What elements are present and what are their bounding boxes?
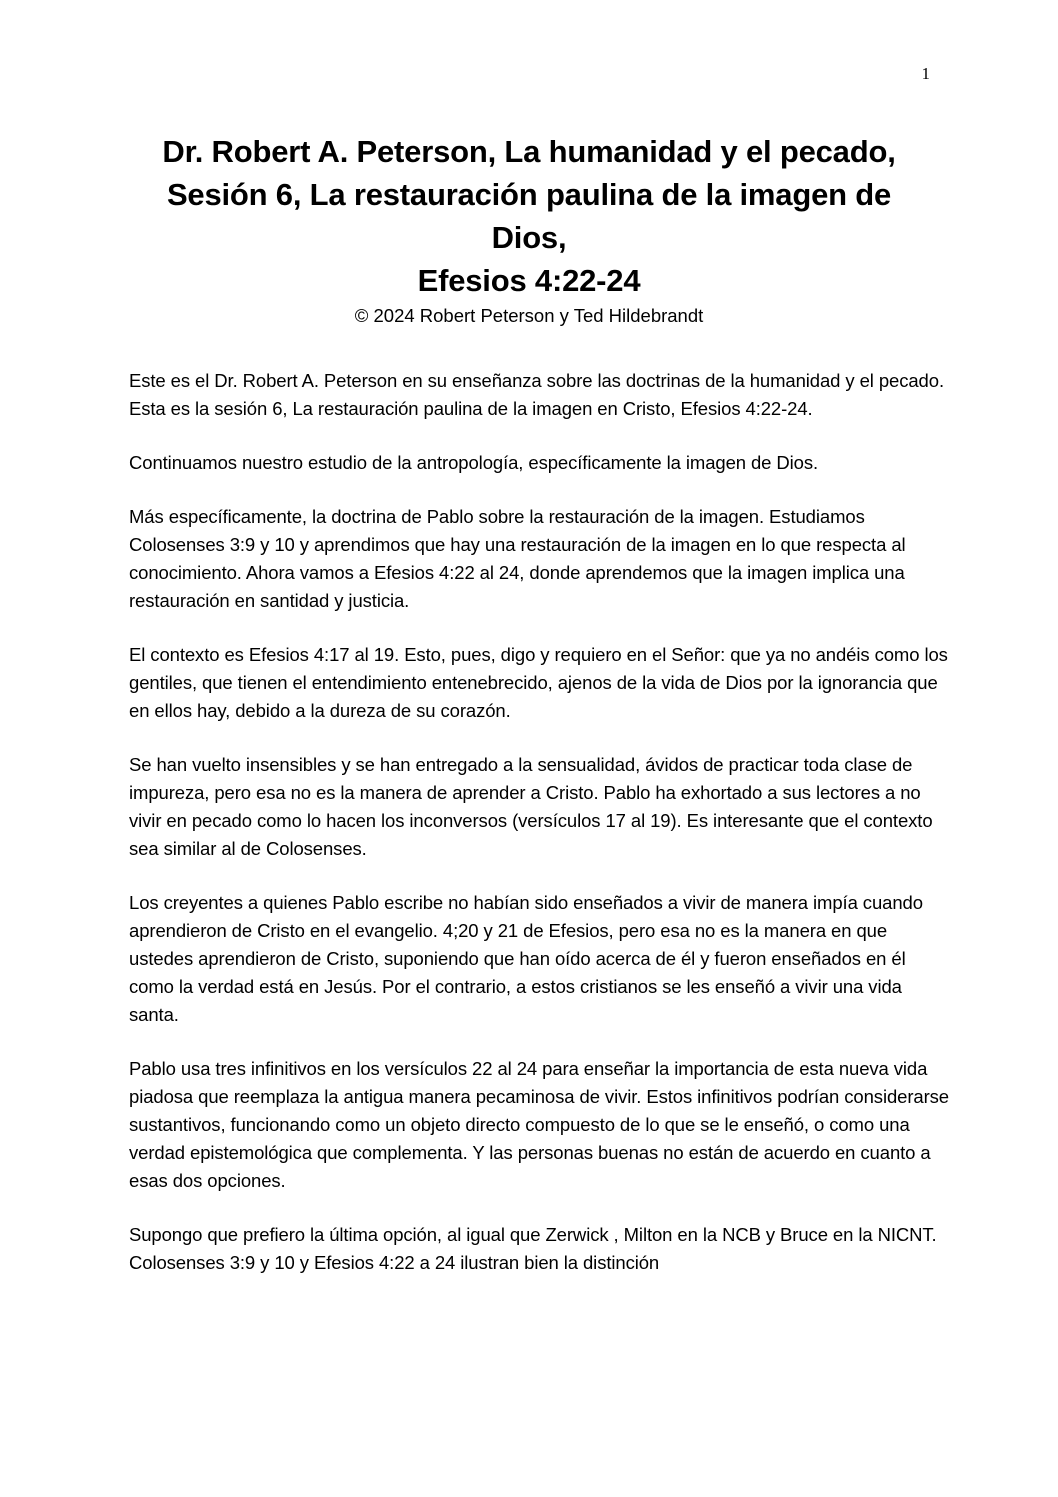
document-body xyxy=(129,367,949,1303)
paragraph: Supongo que prefiero la última opción, al igual que Zerwick , Milton en la NCB y Bruce en la NICNT. Colosenses 3:9 y 10 y Efesios 4:22 a 24 ilustran bien la distinción xyxy=(129,1224,937,1273)
title-line: Dios, xyxy=(491,220,567,255)
copyright-notice: © 2024 Robert Peterson y Ted Hildebrandt xyxy=(354,305,704,326)
paragraph: El contexto es Efesios 4:17 al 19. Esto, pues, digo y requiero en el Señor: que ya no andéis como los gentiles, que tienen el entendimiento entenebrecido, ajenos de la vida de Dios por la ignorancia que en ellos hay, debido a la dureza de su corazón. xyxy=(129,644,948,721)
title-line: Sesión 6, La restauración paulina de la imagen de xyxy=(166,177,892,212)
paragraph: Pablo usa tres infinitivos en los versículos 22 al 24 para enseñar la importancia de esta nueva vida piadosa que reemplaza la antigua manera pecaminosa de vivir. Estos infinitivos podrían considerarse sustantivos, funcionando como un objeto directo compuesto de lo que se le enseñó, o como una verdad epistemológica que complementa. Y las personas buenas no están de acuerdo en cuanto a esas dos opciones. xyxy=(129,1058,949,1191)
paragraph: Más específicamente, la doctrina de Pablo sobre la restauración de la imagen. Estudiamos Colosenses 3:9 y 10 y aprendimos que hay una restauración de la imagen en lo que respecta al conocimiento. Ahora vamos a Efesios 4:22 al 24, donde aprendemos que la imagen implica una restauración en santidad y justicia. xyxy=(129,506,906,611)
paragraph: Continuamos nuestro estudio de la antropología, específicamente la imagen de Dios. xyxy=(129,452,819,473)
title-line: Dr. Robert A. Peterson, La humanidad y el pecado, xyxy=(162,134,896,169)
paragraph: Este es el Dr. Robert A. Peterson en su enseñanza sobre las doctrinas de la humanidad y el pecado. Esta es la sesión 6, La restauración paulina de la imagen en Cristo, Efesios 4:22-24. xyxy=(129,370,944,419)
title-line: Efesios 4:22-24 xyxy=(417,263,641,298)
paragraph: Los creyentes a quienes Pablo escribe no habían sido enseñados a vivir de manera impía cuando aprendieron de Cristo en el evangelio. 4;20 y 21 de Efesios, pero esa no es la manera en que ustedes aprendieron de Cristo, suponiendo que han oído acerca de él y fueron enseñados en él como la verdad está en Jesús. Por el contrario, a estos cristianos se les enseñó a vivir una vida santa. xyxy=(129,892,923,1025)
paragraph: Se han vuelto insensibles y se han entregado a la sensualidad, ávidos de practicar toda clase de impureza, pero esa no es la manera de aprender a Cristo. Pablo ha exhortado a sus lectores a no vivir en pecado como lo hacen los inconversos (versículos 17 al 19). Es interesante que el contexto sea similar al de Colosenses. xyxy=(129,754,933,859)
document-title xyxy=(100,130,958,302)
page-number: 1 xyxy=(921,64,930,83)
title-block xyxy=(100,130,958,328)
